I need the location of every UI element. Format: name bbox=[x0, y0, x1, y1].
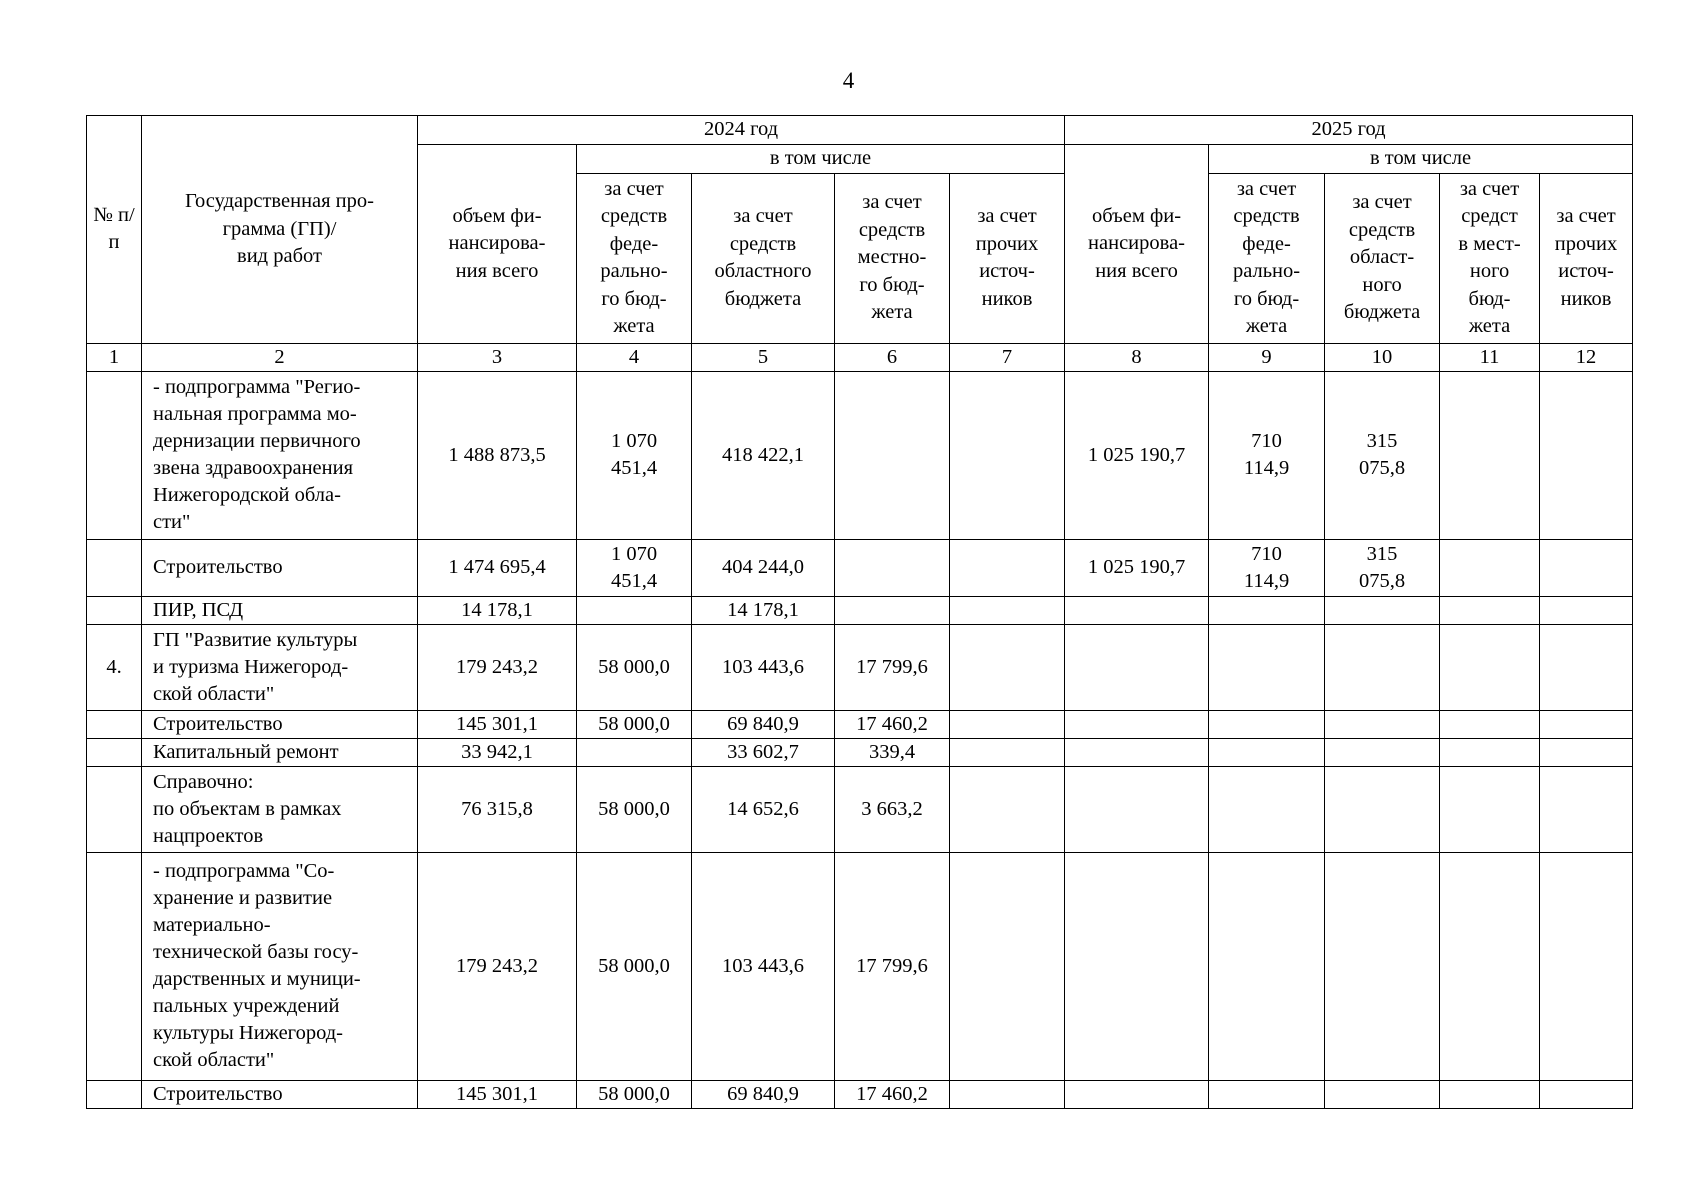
col-number: 5 bbox=[692, 343, 835, 371]
row-cell-c3: 1 474 695,4 bbox=[418, 539, 577, 596]
col-number: 12 bbox=[1540, 343, 1633, 371]
table-row bbox=[87, 539, 1633, 596]
row-cell-c9 bbox=[1209, 1080, 1325, 1108]
row-cell-c6: 17 460,2 bbox=[835, 710, 950, 738]
row-number bbox=[87, 596, 142, 624]
row-cell-c11 bbox=[1440, 371, 1540, 539]
header-mest-2025: за счет средст в мест- ного бюд- жета bbox=[1440, 173, 1540, 343]
row-cell-c11 bbox=[1440, 1080, 1540, 1108]
row-cell-c4 bbox=[577, 738, 692, 766]
row-cell-c9: 710 114,9 bbox=[1209, 539, 1325, 596]
row-number bbox=[87, 852, 142, 1080]
header-num: № п/п bbox=[87, 116, 142, 344]
row-cell-c10 bbox=[1325, 852, 1440, 1080]
col-number: 7 bbox=[950, 343, 1065, 371]
row-cell-c11 bbox=[1440, 852, 1540, 1080]
row-cell-c6: 17 460,2 bbox=[835, 1080, 950, 1108]
row-cell-c3: 33 942,1 bbox=[418, 738, 577, 766]
row-program-name: - подпрограмма "Со- хранение и развитие материально- технической базы госу- дарственных и муници- пальных учреждений культуры Нижегород- ской области" bbox=[142, 852, 418, 1080]
column-numbers-row bbox=[87, 343, 1633, 371]
header-mest-2024: за счет средств местно- го бюд- жета bbox=[835, 173, 950, 343]
row-cell-c3: 76 315,8 bbox=[418, 766, 577, 852]
table-row bbox=[87, 596, 1633, 624]
row-program-name: Строительство bbox=[142, 539, 418, 596]
row-cell-c11 bbox=[1440, 539, 1540, 596]
col-number: 4 bbox=[577, 343, 692, 371]
table-row bbox=[87, 738, 1633, 766]
table-row bbox=[87, 1080, 1633, 1108]
header-volume-2024: объем фи- нансирова- ния всего bbox=[418, 145, 577, 344]
header-obl-2025: за счет средств област- ного бюджета bbox=[1325, 173, 1440, 343]
row-cell-c12 bbox=[1540, 766, 1633, 852]
col-number: 2 bbox=[142, 343, 418, 371]
row-cell-c6: 17 799,6 bbox=[835, 624, 950, 710]
row-cell-c7 bbox=[950, 852, 1065, 1080]
row-cell-c9 bbox=[1209, 766, 1325, 852]
col-number: 6 bbox=[835, 343, 950, 371]
row-cell-c9 bbox=[1209, 852, 1325, 1080]
header-volume-2025: объем фи- нансирова- ния всего bbox=[1065, 145, 1209, 344]
col-number: 9 bbox=[1209, 343, 1325, 371]
row-cell-c5: 404 244,0 bbox=[692, 539, 835, 596]
row-cell-c12 bbox=[1540, 1080, 1633, 1108]
row-program-name: ГП "Развитие культуры и туризма Нижегород- ской области" bbox=[142, 624, 418, 710]
row-cell-c12 bbox=[1540, 539, 1633, 596]
row-cell-c6: 17 799,6 bbox=[835, 852, 950, 1080]
row-cell-c12 bbox=[1540, 624, 1633, 710]
row-cell-c10 bbox=[1325, 596, 1440, 624]
row-cell-c10: 315 075,8 bbox=[1325, 539, 1440, 596]
row-cell-c5: 69 840,9 bbox=[692, 710, 835, 738]
col-number: 10 bbox=[1325, 343, 1440, 371]
row-cell-c5: 33 602,7 bbox=[692, 738, 835, 766]
row-cell-c7 bbox=[950, 1080, 1065, 1108]
row-cell-c5: 103 443,6 bbox=[692, 852, 835, 1080]
col-number: 3 bbox=[418, 343, 577, 371]
row-cell-c3: 179 243,2 bbox=[418, 852, 577, 1080]
row-cell-c8 bbox=[1065, 596, 1209, 624]
header-incl-2024: в том числе bbox=[577, 145, 1065, 174]
row-cell-c8: 1 025 190,7 bbox=[1065, 539, 1209, 596]
row-cell-c4: 58 000,0 bbox=[577, 766, 692, 852]
row-cell-c10 bbox=[1325, 1080, 1440, 1108]
row-cell-c4: 58 000,0 bbox=[577, 624, 692, 710]
row-program-name: Строительство bbox=[142, 1080, 418, 1108]
row-cell-c7 bbox=[950, 539, 1065, 596]
row-cell-c9: 710 114,9 bbox=[1209, 371, 1325, 539]
row-cell-c4: 58 000,0 bbox=[577, 1080, 692, 1108]
row-cell-c4: 58 000,0 bbox=[577, 852, 692, 1080]
row-cell-c10 bbox=[1325, 710, 1440, 738]
header-obl-2024: за счет средств областного бюджета bbox=[692, 173, 835, 343]
row-number bbox=[87, 539, 142, 596]
row-cell-c12 bbox=[1540, 596, 1633, 624]
row-cell-c10 bbox=[1325, 738, 1440, 766]
row-cell-c4: 1 070 451,4 bbox=[577, 371, 692, 539]
row-cell-c4: 1 070 451,4 bbox=[577, 539, 692, 596]
row-cell-c3: 179 243,2 bbox=[418, 624, 577, 710]
row-cell-c4: 58 000,0 bbox=[577, 710, 692, 738]
row-cell-c8 bbox=[1065, 852, 1209, 1080]
row-cell-c6: 3 663,2 bbox=[835, 766, 950, 852]
col-number: 8 bbox=[1065, 343, 1209, 371]
row-number bbox=[87, 738, 142, 766]
row-program-name: Строительство bbox=[142, 710, 418, 738]
header-row-years bbox=[87, 116, 1633, 145]
table-row bbox=[87, 852, 1633, 1080]
row-cell-c12 bbox=[1540, 710, 1633, 738]
header-fed-2024: за счет средств феде- рально- го бюд- жета bbox=[577, 173, 692, 343]
row-cell-c4 bbox=[577, 596, 692, 624]
row-cell-c5: 103 443,6 bbox=[692, 624, 835, 710]
row-cell-c6 bbox=[835, 596, 950, 624]
page-number: 4 bbox=[842, 68, 855, 93]
row-cell-c8 bbox=[1065, 766, 1209, 852]
table-body bbox=[87, 371, 1633, 1108]
row-cell-c5: 14 178,1 bbox=[692, 596, 835, 624]
row-number: 4. bbox=[87, 624, 142, 710]
row-cell-c7 bbox=[950, 710, 1065, 738]
header-proch-2025: за счет прочих источ- ников bbox=[1540, 173, 1633, 343]
budget-table bbox=[86, 115, 1633, 1109]
row-program-name: Капитальный ремонт bbox=[142, 738, 418, 766]
row-cell-c3: 145 301,1 bbox=[418, 1080, 577, 1108]
row-cell-c12 bbox=[1540, 738, 1633, 766]
row-cell-c11 bbox=[1440, 766, 1540, 852]
header-fed-2025: за счет средств феде- рально- го бюд- жета bbox=[1209, 173, 1325, 343]
row-cell-c7 bbox=[950, 596, 1065, 624]
header-proch-2024: за счет прочих источ- ников bbox=[950, 173, 1065, 343]
row-cell-c10 bbox=[1325, 624, 1440, 710]
row-cell-c9 bbox=[1209, 738, 1325, 766]
header-year-2024: 2024 год bbox=[418, 116, 1065, 145]
row-cell-c11 bbox=[1440, 738, 1540, 766]
row-cell-c11 bbox=[1440, 624, 1540, 710]
row-number bbox=[87, 766, 142, 852]
row-cell-c11 bbox=[1440, 710, 1540, 738]
row-number bbox=[87, 371, 142, 539]
row-cell-c9 bbox=[1209, 710, 1325, 738]
row-cell-c6 bbox=[835, 371, 950, 539]
row-number bbox=[87, 710, 142, 738]
row-cell-c3: 145 301,1 bbox=[418, 710, 577, 738]
row-cell-c12 bbox=[1540, 371, 1633, 539]
row-program-name: Справочно: по объектам в рамках нацпроектов bbox=[142, 766, 418, 852]
header-incl-2025: в том числе bbox=[1209, 145, 1633, 174]
row-cell-c8 bbox=[1065, 738, 1209, 766]
header-program: Государственная про- грамма (ГП)/ вид работ bbox=[142, 116, 418, 344]
row-cell-c7 bbox=[950, 624, 1065, 710]
row-cell-c10 bbox=[1325, 766, 1440, 852]
row-cell-c5: 14 652,6 bbox=[692, 766, 835, 852]
table-row bbox=[87, 710, 1633, 738]
col-number: 11 bbox=[1440, 343, 1540, 371]
table-row bbox=[87, 766, 1633, 852]
table-row bbox=[87, 624, 1633, 710]
row-cell-c7 bbox=[950, 371, 1065, 539]
row-cell-c10: 315 075,8 bbox=[1325, 371, 1440, 539]
row-cell-c12 bbox=[1540, 852, 1633, 1080]
row-number bbox=[87, 1080, 142, 1108]
row-cell-c8 bbox=[1065, 1080, 1209, 1108]
row-cell-c3: 1 488 873,5 bbox=[418, 371, 577, 539]
row-cell-c6 bbox=[835, 539, 950, 596]
row-cell-c3: 14 178,1 bbox=[418, 596, 577, 624]
row-program-name: - подпрограмма "Регио- нальная программа мо- дернизации первичного звена здравоохранения Нижегородской обла- сти" bbox=[142, 371, 418, 539]
header-year-2025: 2025 год bbox=[1065, 116, 1633, 145]
row-cell-c8 bbox=[1065, 710, 1209, 738]
row-cell-c9 bbox=[1209, 624, 1325, 710]
row-program-name: ПИР, ПСД bbox=[142, 596, 418, 624]
row-cell-c7 bbox=[950, 766, 1065, 852]
row-cell-c6: 339,4 bbox=[835, 738, 950, 766]
row-cell-c8: 1 025 190,7 bbox=[1065, 371, 1209, 539]
row-cell-c8 bbox=[1065, 624, 1209, 710]
row-cell-c7 bbox=[950, 738, 1065, 766]
row-cell-c5: 69 840,9 bbox=[692, 1080, 835, 1108]
row-cell-c5: 418 422,1 bbox=[692, 371, 835, 539]
col-number: 1 bbox=[87, 343, 142, 371]
row-cell-c9 bbox=[1209, 596, 1325, 624]
row-cell-c11 bbox=[1440, 596, 1540, 624]
table-row bbox=[87, 371, 1633, 539]
